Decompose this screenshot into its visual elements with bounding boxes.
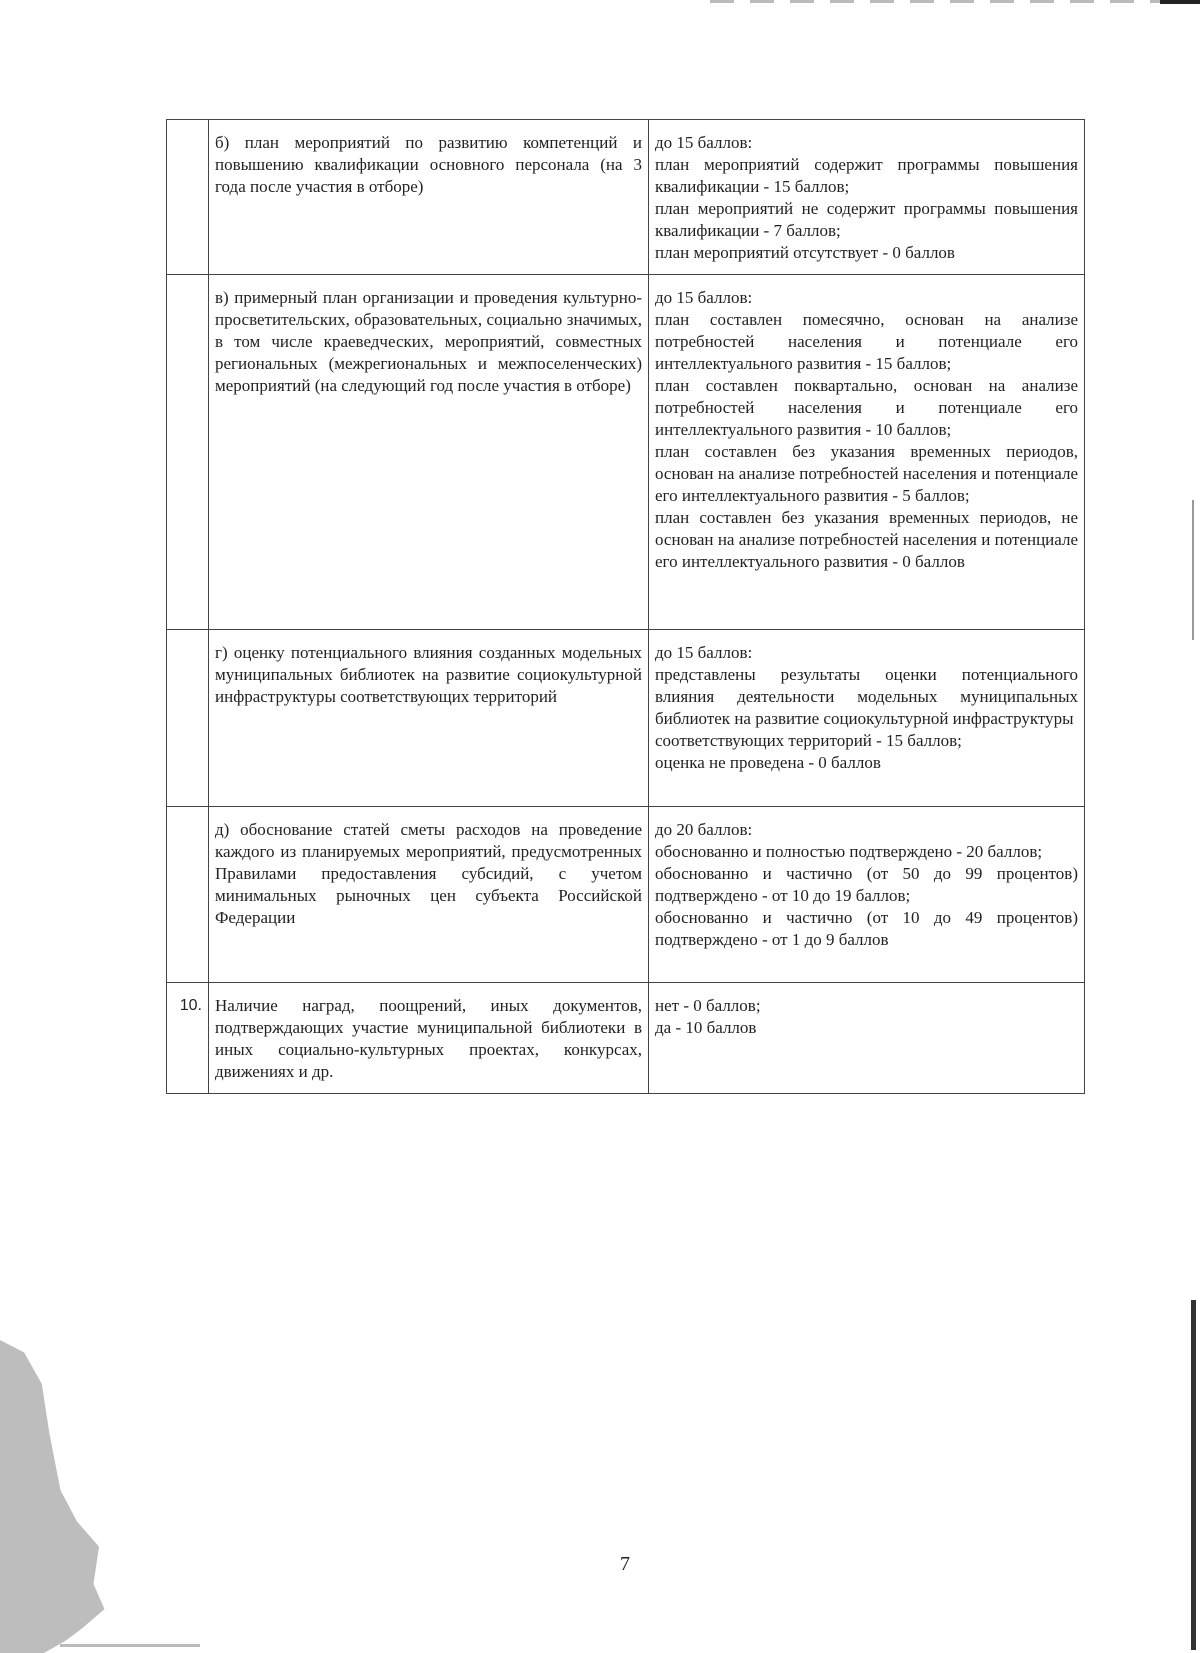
- row-number: 10.: [167, 983, 209, 1094]
- criterion-description: г) оценку потенциального влияния созданных модельных муниципальных библиотек на развитие социокультурной инфраструктуры соответствующих территорий: [209, 630, 649, 807]
- criterion-description: д) обоснование статей сметы расходов на проведение каждого из планируемых мероприятий, предусмотренных Правилами предоставления субсидий, с учетом минимальных рыночных цен субъекта Российской Федерации: [209, 807, 649, 983]
- scoring-cell: [649, 120, 1085, 275]
- table-row: [167, 807, 1085, 983]
- scan-artifact-top-corner: [1160, 0, 1200, 4]
- table-row: [167, 630, 1085, 807]
- scoring-line: до 15 баллов:: [655, 643, 753, 662]
- criterion-description: Наличие наград, поощрений, иных документов, подтверждающих участие муниципальной библиотеки в иных социально-культурных проектах, конкурсах, движениях и др.: [209, 983, 649, 1094]
- scoring-line: план составлен без указания временных периодов, основан на анализе потребностей населения и потенциале его интеллектуального развития - 5 баллов;: [655, 442, 1078, 505]
- table-row: [167, 120, 1085, 275]
- row-number: [167, 275, 209, 630]
- scoring-line: обоснованно и частично (от 10 до 49 процентов) подтверждено - от 1 до 9 баллов: [655, 908, 1078, 949]
- scoring-line: план составлен помесячно, основан на анализе потребностей населения и потенциале его интеллектуального развития - 15 баллов;: [655, 310, 1078, 373]
- scan-artifact-left-shadow: [0, 1340, 110, 1653]
- scoring-line: план составлен без указания временных периодов, не основан на анализе потребностей населения и потенциале его интеллектуального развития - 0 баллов: [655, 508, 1078, 571]
- page-number: 7: [620, 1553, 630, 1575]
- scoring-cell: [649, 807, 1085, 983]
- scoring-line: обоснованно и полностью подтверждено - 20 баллов;: [655, 842, 1043, 861]
- scoring-line: план мероприятий содержит программы повышения квалификации - 15 баллов;: [655, 155, 1078, 196]
- scan-artifact-bottom-line: [60, 1644, 200, 1647]
- scoring-line: план мероприятий отсутствует - 0 баллов: [655, 243, 955, 262]
- scan-artifact-top-line: [710, 0, 1200, 3]
- table-row: [167, 983, 1085, 1094]
- criterion-description: в) примерный план организации и проведения культурно-просветительских, образовательных, социально значимых, в том числе краеведческих, мероприятий, совместных региональных (межрегиональных и межпоселенческих) мероприятий (на следующий год после участия в отборе): [209, 275, 649, 630]
- table-row: [167, 275, 1085, 630]
- scoring-line: соответствующих территорий - 15 баллов;: [655, 731, 962, 750]
- row-number: [167, 120, 209, 275]
- scoring-cell: [649, 275, 1085, 630]
- scoring-line: оценка не проведена - 0 баллов: [655, 753, 881, 772]
- criteria-table: [166, 119, 1085, 1094]
- scoring-line: до 15 баллов:: [655, 288, 753, 307]
- scoring-line: нет - 0 баллов;: [655, 996, 761, 1015]
- scoring-line: обоснованно и частично (от 50 до 99 процентов) подтверждено - от 10 до 19 баллов;: [655, 864, 1078, 905]
- scoring-line: представлены результаты оценки потенциального влияния деятельности модельных муниципальных библиотек на развитие социокультурной инфраструктуры: [655, 665, 1078, 728]
- scoring-line: план составлен поквартально, основан на анализе потребностей населения и потенциале его интеллектуального развития - 10 баллов;: [655, 376, 1078, 439]
- scoring-line: до 15 баллов:: [655, 133, 753, 152]
- scoring-line: да - 10 баллов: [655, 1018, 757, 1037]
- criterion-description: б) план мероприятий по развитию компетенций и повышению квалификации основного персонала (на 3 года после участия в отборе): [209, 120, 649, 275]
- scoring-cell: [649, 983, 1085, 1094]
- scan-artifact-right-edge: [1191, 1300, 1196, 1650]
- scan-artifact-right-mark: [1192, 500, 1194, 640]
- row-number: [167, 630, 209, 807]
- row-number: [167, 807, 209, 983]
- scoring-line: план мероприятий не содержит программы повышения квалификации - 7 баллов;: [655, 199, 1078, 240]
- scoring-cell: [649, 630, 1085, 807]
- scoring-line: до 20 баллов:: [655, 820, 753, 839]
